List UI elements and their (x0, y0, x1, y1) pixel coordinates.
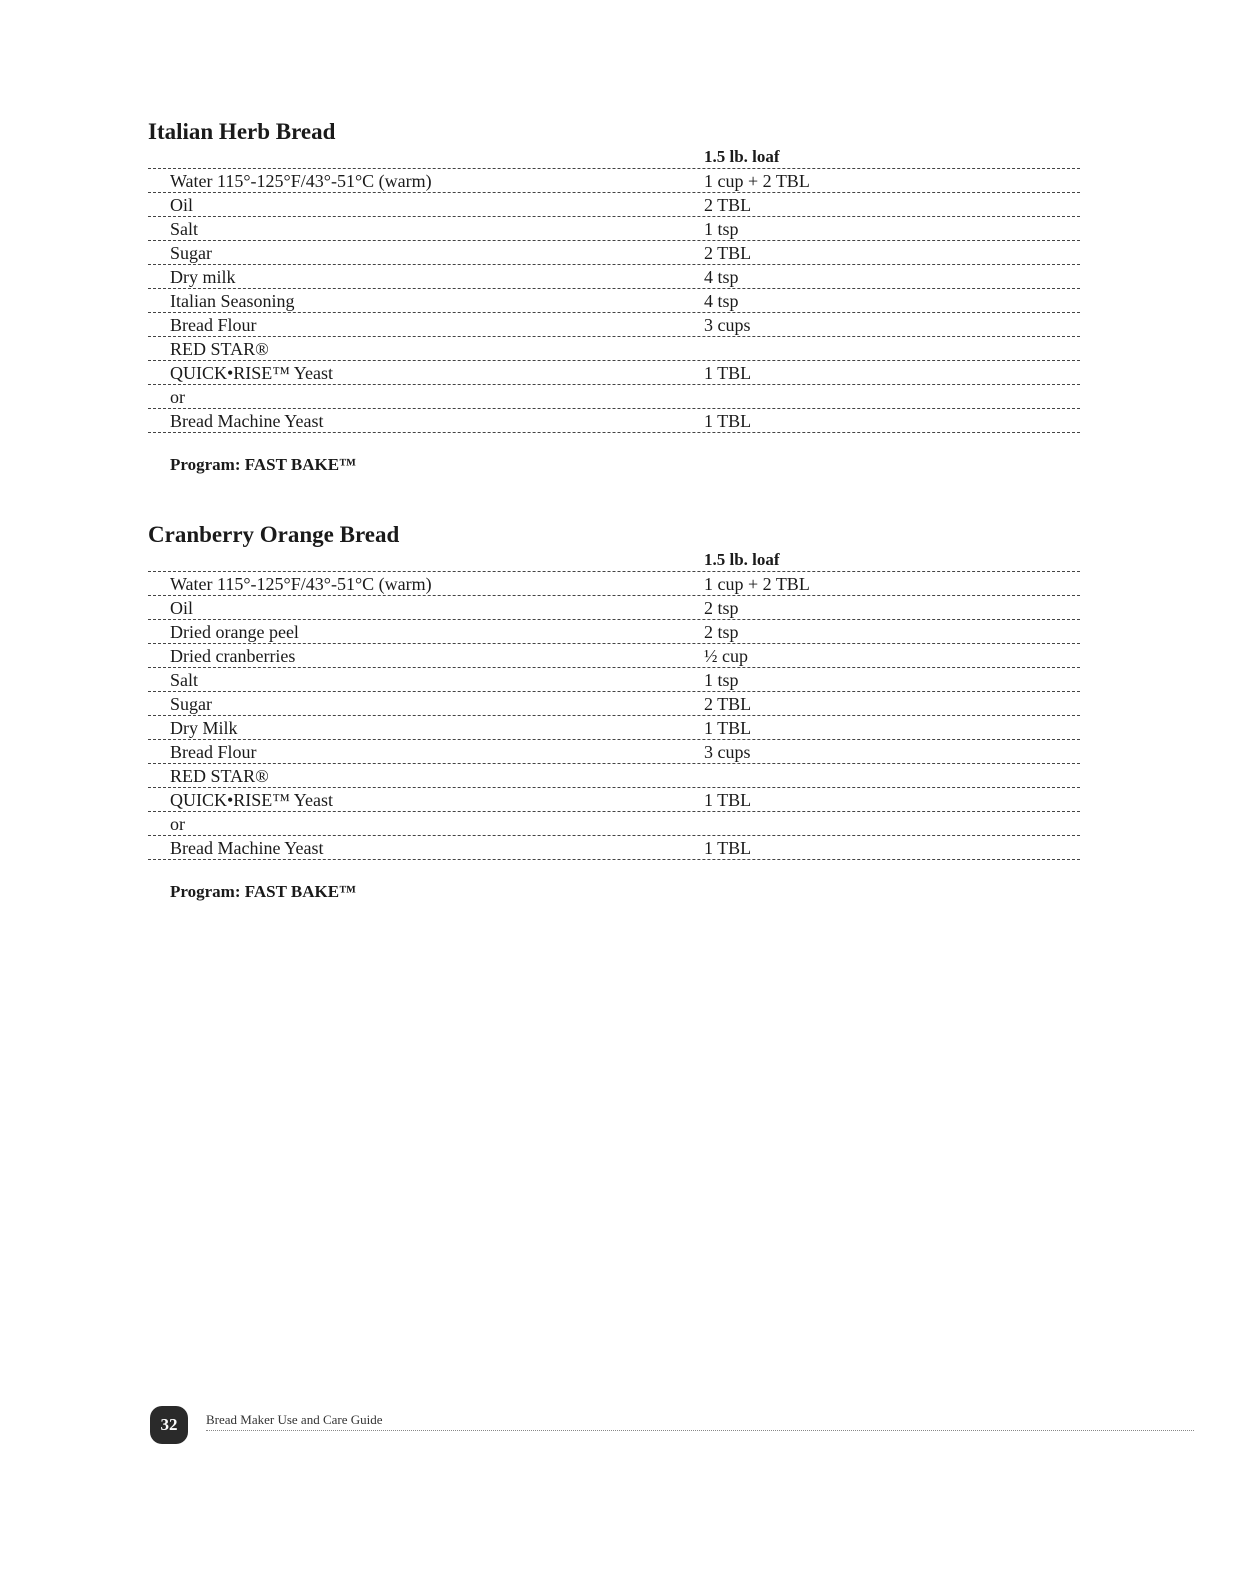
ingredient-row (148, 572, 1080, 596)
ingredient-amount: 1 TBL (704, 363, 752, 383)
ingredient-row (148, 788, 1080, 812)
ingredient-name: or (170, 814, 185, 834)
loaf-size-label: 1.5 lb. loaf (704, 147, 780, 166)
ingredient-row (148, 596, 1080, 620)
ingredient-amount: 1 TBL (704, 718, 752, 738)
ingredient-row (148, 313, 1080, 337)
ingredient-row (148, 716, 1080, 740)
ingredient-row (148, 193, 1080, 217)
ingredient-amount: 2 TBL (704, 195, 752, 215)
recipe-italian-herb-bread (148, 118, 1080, 474)
ingredient-amount: 2 TBL (704, 694, 752, 714)
program-label: Program: FAST BAKE™ (170, 455, 357, 474)
ingredient-amount: 1 TBL (704, 411, 752, 431)
ingredient-name: Bread Flour (170, 315, 257, 335)
ingredient-list (148, 169, 1080, 433)
ingredient-row (148, 169, 1080, 193)
ingredient-amount: 2 TBL (704, 243, 752, 263)
ingredient-name: Sugar (170, 694, 212, 714)
ingredient-amount: ½ cup (704, 646, 748, 666)
ingredient-row (148, 361, 1080, 385)
column-header (148, 549, 1080, 572)
ingredient-name: Water 115°-125°F/43°-51°C (warm) (170, 171, 432, 191)
ingredient-row (148, 265, 1080, 289)
ingredient-name: or (170, 387, 185, 407)
ingredient-row (148, 217, 1080, 241)
ingredient-name: Bread Machine Yeast (170, 838, 324, 858)
ingredient-row (148, 385, 1080, 409)
ingredient-name: Oil (170, 598, 194, 618)
ingredient-amount: 1 tsp (704, 219, 739, 239)
loaf-size-label: 1.5 lb. loaf (704, 550, 780, 569)
recipe-title: Italian Herb Bread (148, 119, 336, 144)
ingredient-name: Dry Milk (170, 718, 238, 738)
recipe-cranberry-orange-bread (148, 521, 1080, 901)
ingredient-name: RED STAR® (170, 766, 269, 786)
ingredient-amount: 3 cups (704, 315, 751, 335)
ingredient-name: QUICK•RISE™ Yeast (170, 363, 333, 383)
recipe-title: Cranberry Orange Bread (148, 522, 400, 547)
ingredient-amount: 1 TBL (704, 838, 752, 858)
ingredient-row (148, 337, 1080, 361)
column-header (148, 146, 1080, 169)
guide-title: Bread Maker Use and Care Guide (206, 1412, 383, 1427)
ingredient-amount: 1 cup + 2 TBL (704, 171, 810, 191)
ingredient-row (148, 692, 1080, 716)
ingredient-amount: 1 cup + 2 TBL (704, 574, 810, 594)
ingredient-row (148, 241, 1080, 265)
ingredient-name: Oil (170, 195, 194, 215)
ingredient-row (148, 644, 1080, 668)
ingredient-name: QUICK•RISE™ Yeast (170, 790, 333, 810)
ingredient-amount: 4 tsp (704, 291, 739, 311)
program-label: Program: FAST BAKE™ (170, 882, 357, 901)
ingredient-name: Bread Machine Yeast (170, 411, 324, 431)
footer-divider (206, 1430, 1194, 1431)
ingredient-row (148, 289, 1080, 313)
ingredient-amount: 1 tsp (704, 670, 739, 690)
ingredient-row (148, 836, 1080, 860)
ingredient-name: Bread Flour (170, 742, 257, 762)
ingredient-amount: 3 cups (704, 742, 751, 762)
ingredient-amount: 1 TBL (704, 790, 752, 810)
ingredient-name: Dried orange peel (170, 622, 299, 642)
ingredient-row (148, 668, 1080, 692)
ingredient-row (148, 409, 1080, 433)
ingredient-name: Dried cranberries (170, 646, 296, 666)
ingredient-row (148, 764, 1080, 788)
ingredient-name: Water 115°-125°F/43°-51°C (warm) (170, 574, 432, 594)
page-number-badge: 32 (150, 1406, 188, 1444)
page-footer (150, 1406, 1194, 1446)
ingredient-amount: 2 tsp (704, 598, 739, 618)
ingredient-row (148, 740, 1080, 764)
ingredient-name: Italian Seasoning (170, 291, 295, 311)
ingredient-row (148, 620, 1080, 644)
ingredient-amount: 4 tsp (704, 267, 739, 287)
ingredient-row (148, 812, 1080, 836)
ingredient-name: Salt (170, 670, 199, 690)
ingredient-name: Dry milk (170, 267, 236, 287)
ingredient-amount: 2 tsp (704, 622, 739, 642)
ingredient-name: Sugar (170, 243, 212, 263)
ingredient-list (148, 572, 1080, 860)
ingredient-name: RED STAR® (170, 339, 269, 359)
ingredient-name: Salt (170, 219, 199, 239)
